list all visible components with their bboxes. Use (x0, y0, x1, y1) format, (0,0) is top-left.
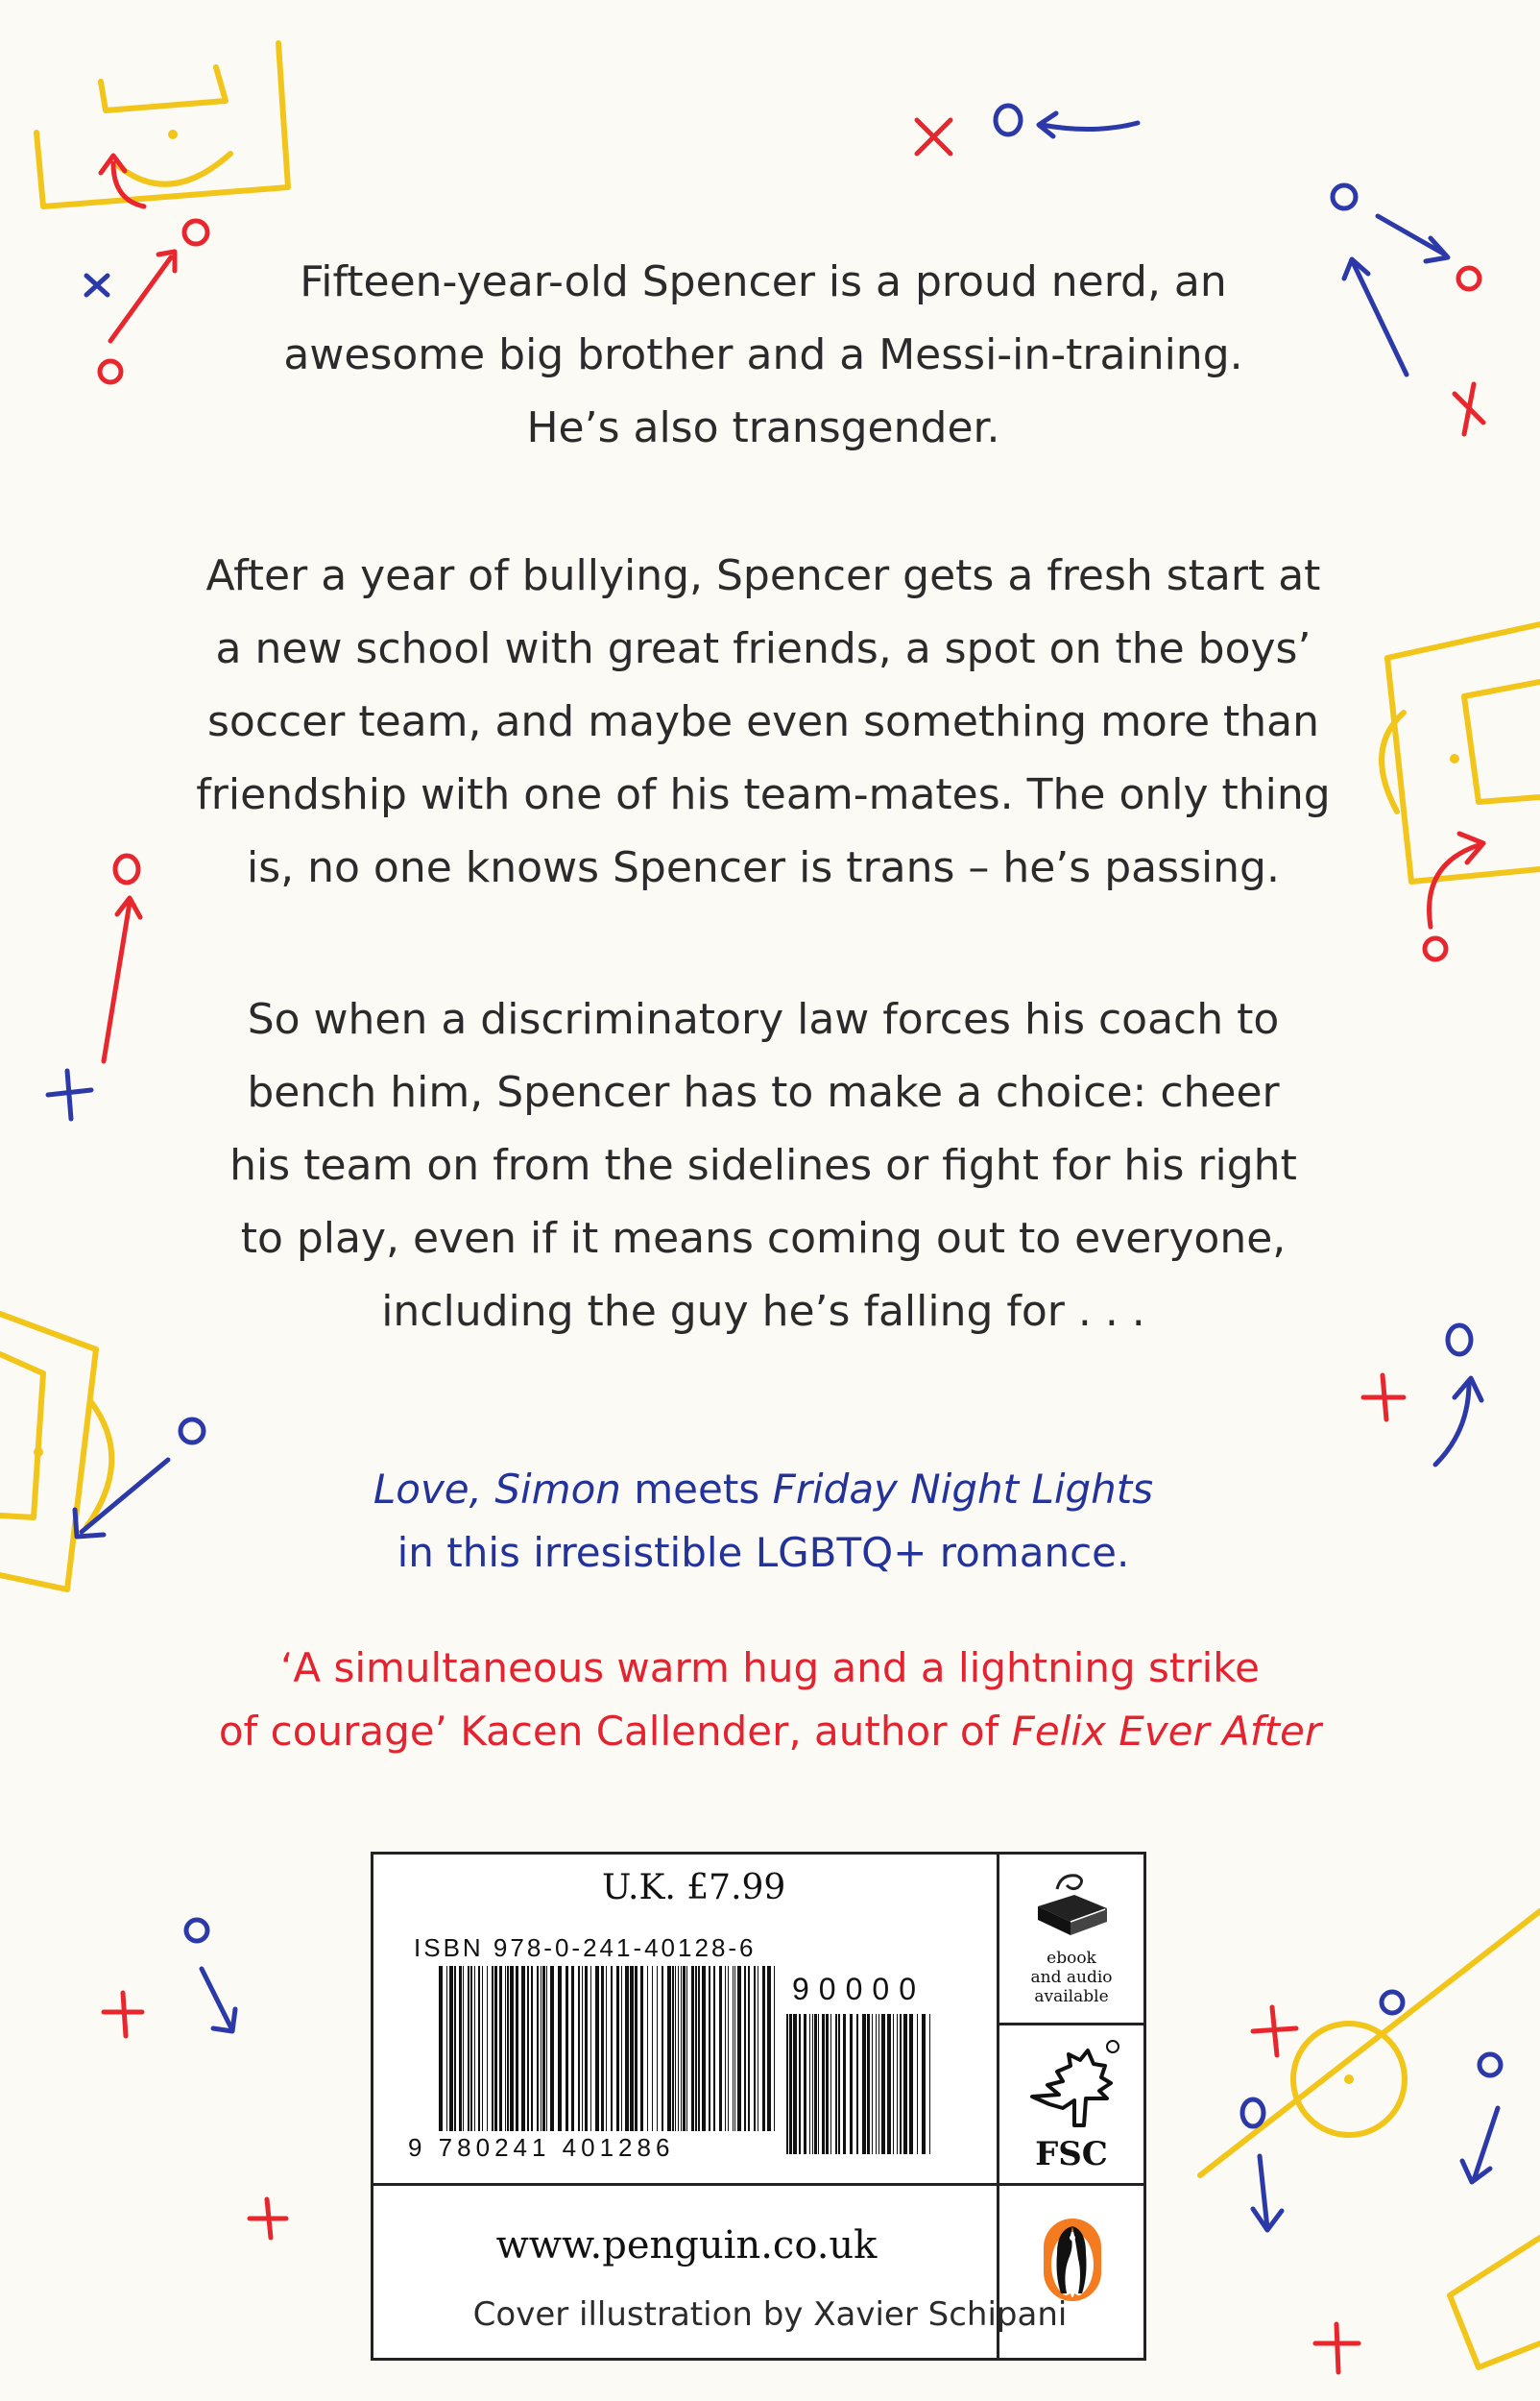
barcode-bar (922, 2014, 926, 2154)
barcode-bar (878, 2014, 879, 2154)
barcode-bar (686, 1966, 687, 2131)
barcode-bar (585, 1966, 588, 2131)
blurb-line: Fifteen-year-old Spencer is a proud nerd, an (300, 257, 1227, 306)
barcode-bar (826, 2014, 829, 2154)
barcode-bar (582, 1966, 583, 2131)
barcode-bar (725, 1966, 726, 2131)
tagline (144, 1458, 1383, 1585)
barcode-bar (494, 1966, 497, 2131)
blurb-paragraph-3 (144, 983, 1383, 1348)
blurb-line: to play, even if it means coming out to everyone, (240, 1214, 1287, 1263)
publisher-row (373, 2183, 1143, 2361)
blurb-line: awesome big brother and a Messi-in-training. (283, 330, 1243, 379)
barcode-bar (439, 1966, 443, 2131)
barcode-bar (468, 1966, 469, 2131)
tagline-mid: meets (620, 1466, 773, 1513)
barcode-bar (818, 2014, 819, 2154)
soccer-pitch-doodle (0, 1314, 111, 1589)
blurb-line: including the guy he’s falling for . . . (381, 1287, 1145, 1336)
barcode-bar (734, 1966, 735, 2131)
tagline-title-1: Love, Simon (373, 1466, 621, 1513)
barcode-bar (499, 1966, 502, 2131)
barcode-bar (748, 1966, 750, 2131)
barcode-bar (822, 2014, 825, 2154)
ebook-icon (1028, 1868, 1115, 1945)
barcode-bar (657, 1966, 658, 2131)
barcode-bar (728, 1966, 729, 2131)
barcode-bar (843, 2014, 846, 2154)
soccer-pitch-doodle (36, 43, 288, 206)
blurb-line: So when a discriminatory law forces his coach to (247, 995, 1280, 1044)
ebook-panel (999, 1855, 1143, 2025)
blurb-paragraph-2 (144, 540, 1383, 905)
barcode-bar (809, 2014, 810, 2154)
barcode-bar (531, 1966, 533, 2131)
barcode-bar (550, 1966, 554, 2131)
barcode-bar (595, 1966, 599, 2131)
barcode-bar (578, 1966, 580, 2131)
barcode-bar (737, 1966, 741, 2131)
barcode-bar (625, 1966, 629, 2131)
barcode-bar (903, 2014, 907, 2154)
barcode-bar (492, 1966, 493, 2131)
barcode-bar (702, 1966, 706, 2131)
tagline-title-2: Friday Night Lights (772, 1466, 1154, 1513)
barcode-bar (774, 1966, 775, 2131)
barcode-bar (713, 1966, 715, 2131)
barcode-number: 9 780241 401286 (408, 2133, 675, 2162)
quote-line-2 (115, 1700, 1425, 1763)
barcode-bar (678, 1966, 679, 2131)
isbn-label: ISBN 978-0-241-40128-6 (414, 1933, 757, 1962)
blurb-line: After a year of bullying, Spencer gets a fresh start at (205, 551, 1321, 600)
barcode-bar (835, 2014, 837, 2154)
barcode-bar (929, 2014, 930, 2154)
fsc-label: FSC (1035, 2135, 1108, 2173)
barcode-bar (454, 1966, 456, 2131)
barcode-bar (667, 1966, 671, 2131)
barcode-bar (754, 1966, 756, 2131)
blurb-line: He’s also transgender. (526, 403, 1000, 452)
barcode-bar (814, 2014, 817, 2154)
barcode-bar (698, 1966, 700, 2131)
barcode-bar (672, 1966, 674, 2131)
barcode-bar (812, 2014, 813, 2154)
publisher-url: www.penguin.co.uk (495, 2223, 878, 2268)
barcode-bar (681, 1966, 682, 2131)
barcode-box (371, 1852, 1146, 2361)
barcode-bar (449, 1966, 453, 2131)
barcode-bar (767, 1966, 771, 2131)
price-label: U.K. £7.99 (602, 1868, 786, 1907)
barcode-bar (474, 1966, 475, 2131)
barcode-bar (521, 1966, 525, 2131)
barcode-bar (897, 2014, 898, 2154)
barcode-bar (709, 1966, 710, 2131)
barcode-bar (793, 2014, 797, 2154)
barcode-bar (590, 1966, 591, 2131)
barcode-bar (505, 1966, 506, 2131)
penguin-logo-icon (1042, 2217, 1103, 2303)
barcode-bar (876, 2014, 877, 2154)
barcode-bar (789, 2014, 792, 2154)
barcode-bar (565, 1966, 568, 2131)
barcode-bar (611, 1966, 613, 2131)
quote-line-1: ‘A simultaneous warm hug and a lightning strike (280, 1644, 1260, 1691)
barcode-bar (838, 2014, 840, 2154)
blurb-line: is, no one knows Spencer is trans – he’s passing. (247, 843, 1280, 892)
barcode-bar (527, 1966, 529, 2131)
addon-barcode-icon (786, 2014, 930, 2154)
barcode-bar (917, 2014, 918, 2154)
barcode-bar (786, 2014, 788, 2154)
barcode-bar (887, 2014, 891, 2154)
barcode-bar (881, 2014, 885, 2154)
barcode-bar (616, 1966, 619, 2131)
review-quote (115, 1637, 1425, 1763)
blurb-line: soccer team, and maybe even something more than (206, 697, 1320, 746)
barcode-bar (482, 1966, 483, 2131)
url-panel (373, 2186, 999, 2361)
barcode-bar (601, 1966, 604, 2131)
barcode-bar (571, 1966, 574, 2131)
barcode-bar (893, 2014, 894, 2154)
barcode-bar (695, 1966, 697, 2131)
soccer-pitch-doodle (1382, 624, 1540, 882)
barcode-bar (762, 1966, 765, 2131)
blurb-line: his team on from the sidelines or fight for his right (229, 1141, 1297, 1190)
blurb-line: friendship with one of his team-mates. The only thing (196, 770, 1331, 819)
barcode-bar (900, 2014, 902, 2154)
barcode-bar (733, 1966, 734, 2131)
barcode-bar (862, 2014, 866, 2154)
blurb-paragraph-1 (144, 246, 1383, 465)
barcode-bar (744, 1966, 746, 2131)
barcode-bar (662, 1966, 663, 2131)
barcode-bar (446, 1966, 447, 2131)
fsc-tree-icon (1021, 2037, 1122, 2133)
barcode-bar (537, 1966, 539, 2131)
barcode-bar (691, 1966, 694, 2131)
blurb-line: a new school with great friends, a spot on the boys’ (215, 624, 1311, 673)
barcode-bar (652, 1966, 653, 2131)
barcode-bar (558, 1966, 562, 2131)
barcode-bar (804, 2014, 806, 2154)
illustration-credit: Cover illustration by Xavier Schipani (472, 2295, 1068, 2334)
barcode-bar (507, 1966, 509, 2131)
blurb-line: bench him, Spencer has to make a choice: cheer (247, 1068, 1280, 1117)
tagline-line-2: in this irresistible LGBTQ+ romance. (397, 1529, 1130, 1576)
barcode-bar (463, 1966, 464, 2131)
fsc-panel (999, 2025, 1143, 2183)
barcode-bar (630, 1966, 634, 2131)
barcode-bar (635, 1966, 638, 2131)
quote-book-title: Felix Ever After (1011, 1708, 1322, 1755)
barcode-bar (542, 1966, 545, 2131)
barcode-bar (546, 1966, 547, 2131)
barcode-bar (510, 1966, 514, 2131)
ebook-note-line: available (1034, 1987, 1109, 2006)
barcode-bar (470, 1966, 472, 2131)
barcode-bar (799, 2014, 801, 2154)
addon-digits: 90000 (792, 1972, 926, 2006)
barcode-bar (850, 2014, 853, 2154)
barcode-bar (516, 1966, 518, 2131)
barcode-bar (459, 1966, 462, 2131)
barcode-panel (373, 1855, 999, 2183)
barcode-bar (478, 1966, 480, 2131)
tagline-line-1 (144, 1458, 1383, 1521)
barcode-bar (487, 1966, 488, 2131)
ebook-note-line: and audio (1030, 1968, 1113, 1987)
quote-attribution: of courage’ Kacen Callender, author of (218, 1708, 1012, 1755)
barcode-bar (856, 2014, 858, 2154)
barcode-bar (683, 1966, 686, 2131)
ebook-note (999, 1949, 1143, 2006)
barcode-bar (719, 1966, 722, 2131)
ebook-note-line: ebook (1047, 1949, 1096, 1968)
barcode-bar (830, 2014, 831, 2154)
barcode-bar (606, 1966, 607, 2131)
barcode-bar (675, 1966, 676, 2131)
barcode-bar (872, 2014, 873, 2154)
barcode-icon (439, 1966, 775, 2131)
barcode-bar (621, 1966, 622, 2131)
barcode-bar (909, 2014, 913, 2154)
barcode-bar (647, 1966, 648, 2131)
barcode-bar (640, 1966, 643, 2131)
barcode-bar (867, 2014, 870, 2154)
